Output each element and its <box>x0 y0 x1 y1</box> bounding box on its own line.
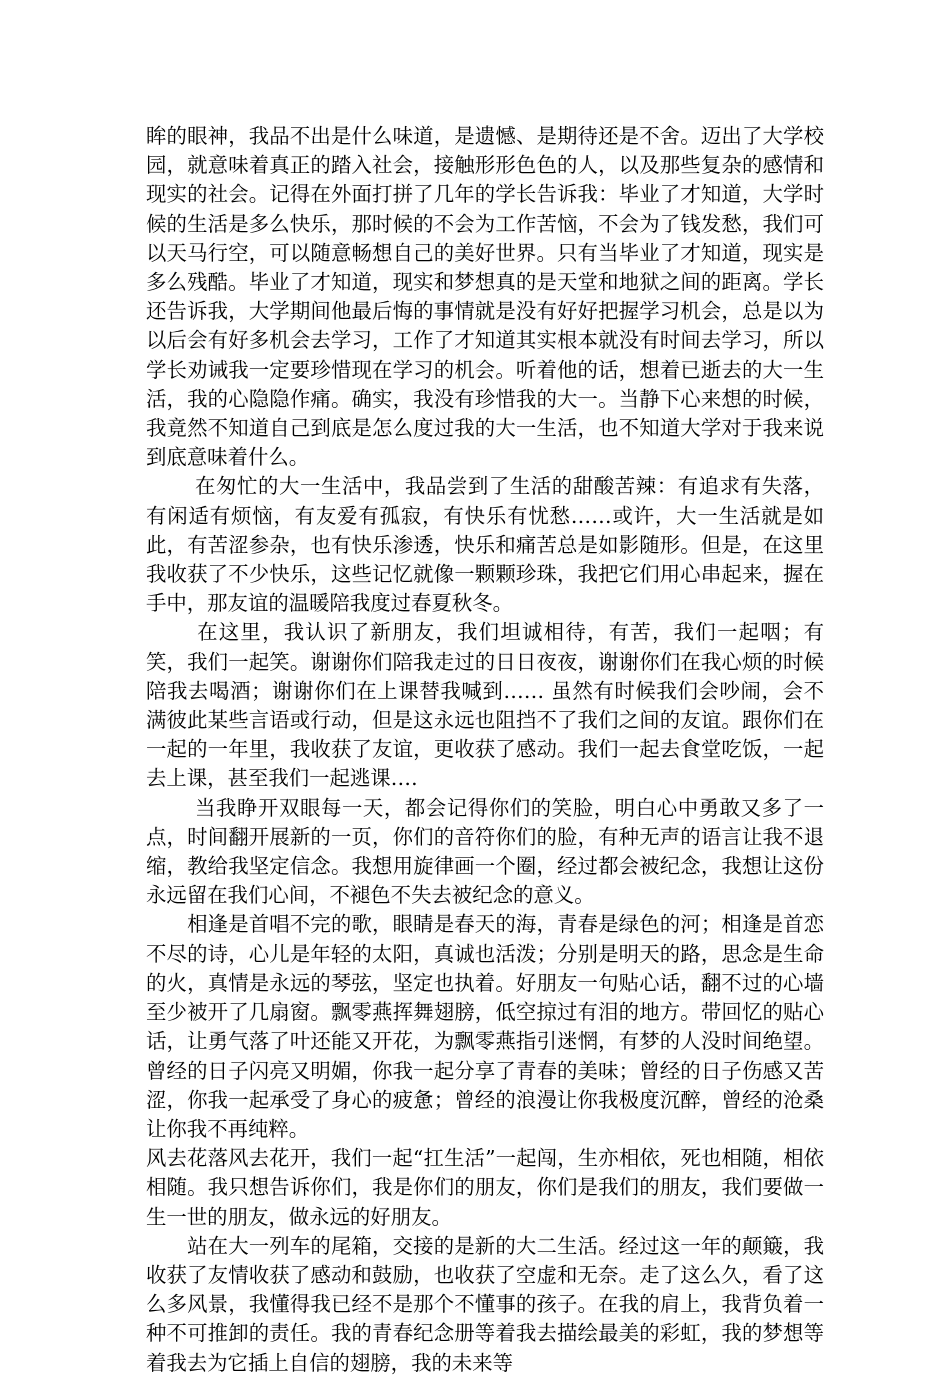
paragraph-indent <box>146 620 197 644</box>
paragraph-3 <box>146 618 824 793</box>
paragraph-2 <box>146 472 824 618</box>
document-body <box>146 122 824 1378</box>
paragraph-4 <box>146 794 824 911</box>
paragraph-indent <box>146 796 195 820</box>
paragraph-6 <box>146 1144 824 1232</box>
paragraph-text: 风去花落风去花开，我们一起“扛生活”一起闯，生亦相依，死也相随，相依相随。我只想告诉你们，我是你们的朋友，你们是我们的朋友，我们要做一生一世的朋友，做永远的好朋友。 <box>146 1146 824 1229</box>
paragraph-indent <box>146 912 187 936</box>
paragraph-5 <box>146 910 824 1144</box>
paragraph-text: 在这里，我认识了新朋友，我们坦诚相待，有苦，我们一起咽；有笑，我们一起笑。谢谢你们陪我走过的日日夜夜，谢谢你们在我心烦的时候陪我去喝酒；谢谢你们在上课替我喊到…… 虽然有时候我们会吵闹，会不满彼此某些言语或行动，但是这永远也阻挡不了我们之间的友谊。跟你们在一起的一年里，我收获了友谊，更收获了感动。我们一起去食堂吃饭，一起去上课，甚至我们一起逃课…. <box>146 620 824 791</box>
paragraph-text: 站在大一列车的尾箱，交接的是新的大二生活。经过这一年的颠簸，我收获了友情收获了感动和鼓励，也收获了空虚和无奈。走了这么久，看了这么多风景，我懂得我已经不是那个不懂事的孩子。在我的肩上，我背负着一种不可推卸的责任。我的青春纪念册等着我去描绘最美的彩虹，我的梦想等着我去为它插上自信的翅膀，我的未来等 <box>146 1233 825 1375</box>
paragraph-indent <box>146 1234 187 1258</box>
paragraph-text: 在匆忙的大一生活中，我品尝到了生活的甜酸苦辣：有追求有失落，有闲适有烦恼，有友爱有孤寂，有快乐有忧愁……或许，大一生活就是如此，有苦涩参杂，也有快乐渗透，快乐和痛苦总是如影随形。但是，在这里我收获了不少快乐，这些记忆就像一颗颗珍珠，我把它们用心串起来，握在手中，那友谊的温暖陪我度过春夏秋冬。 <box>146 474 824 616</box>
paragraph-7 <box>146 1232 824 1378</box>
paragraph-1 <box>146 122 824 472</box>
paragraph-text: 眸的眼神，我品不出是什么味道，是遗憾、是期待还是不舍。迈出了大学校园，就意味着真正的踏入社会，接触形形色色的人，以及那些复杂的感情和现实的社会。记得在外面打拼了几年的学长告诉我：毕业了才知道，大学时候的生活是多么快乐，那时候的不会为工作苦恼，不会为了钱发愁，我们可以天马行空，可以随意畅想自己的美好世界。只有当毕业了才知道，现实是多么残酷。毕业了才知道，现实和梦想真的是天堂和地狱之间的距离。学长还告诉我，大学期间他最后悔的事情就是没有好好把握学习机会，总是以为以后会有好多机会去学习，工作了才知道其实根本就没有时间去学习，所以学长劝诫我一定要珍惜现在学习的机会。听着他的话，想着已逝去的大一生活，我的心隐隐作痛。确实，我没有珍惜我的大一。当静下心来想的时候，我竟然不知道自己到底是怎么度过我的大一生活，也不知道大学对于我来说到底意味着什么。 <box>146 124 824 470</box>
paragraph-indent <box>146 474 195 498</box>
paragraph-text: 当我睁开双眼每一天，都会记得你们的笑脸，明白心中勇敢又多了一点，时间翻开展新的一页，你们的音符你们的脸，有种无声的语言让我不退缩，教给我坚定信念。我想用旋律画一个圈，经过都会被纪念，我想让这份永远留在我们心间，不褪色不失去被纪念的意义。 <box>146 795 824 908</box>
paragraph-text: 相逢是首唱不完的歌，眼睛是春天的海，青春是绿色的河；相逢是首恋不尽的诗，心儿是年轻的太阳，真诚也活泼；分别是明天的路，思念是生命的火，真情是永远的琴弦，坚定也执着。好朋友一句贴心话，翻不过的心墙至少被开了几扇窗。飘零燕挥舞翅膀，低空掠过有泪的地方。带回忆的贴心话，让勇气落了叶还能又开花，为飘零燕指引迷惘，有梦的人没时间绝望。曾经的日子闪亮又明媚，你我一起分享了青春的美味；曾经的日子伤感又苦涩，你我一起承受了身心的疲惫；曾经的浪漫让你我极度沉醉，曾经的沧桑让你我不再纯粹。 <box>146 912 825 1141</box>
